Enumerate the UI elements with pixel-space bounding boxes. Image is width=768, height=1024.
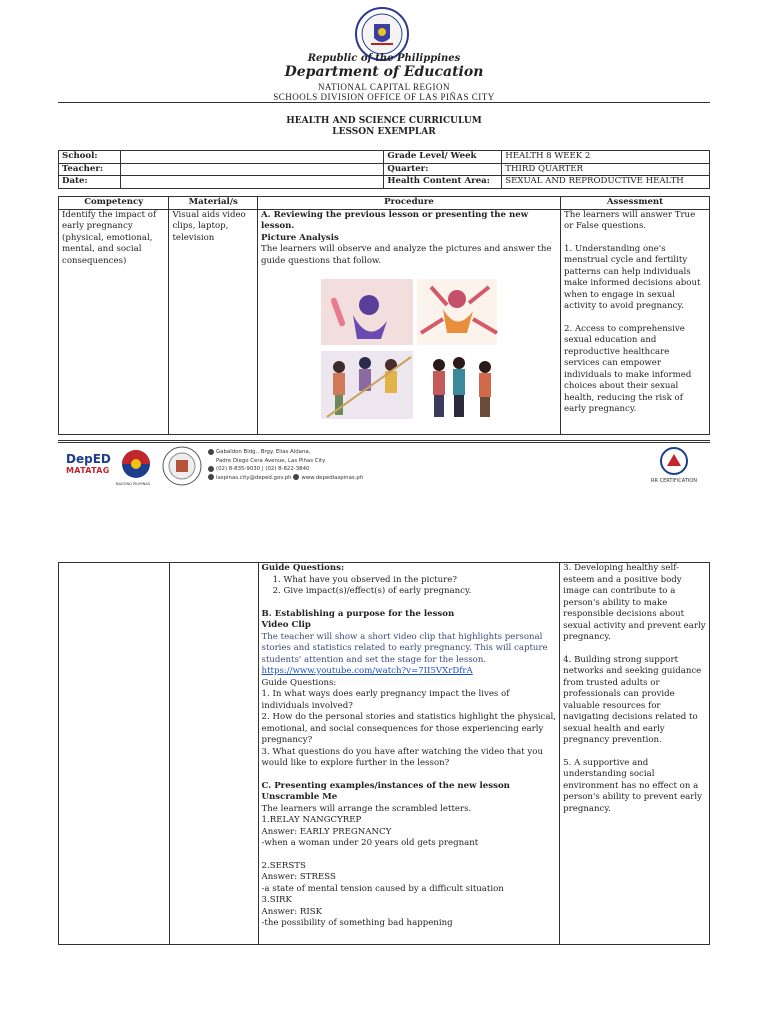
proc-c-sub: Unscramble Me xyxy=(261,792,338,802)
footer-web[interactable]: www.depedlaspinas.ph xyxy=(301,474,364,481)
sdo-seal-icon xyxy=(162,446,202,486)
deped-matatag-logo xyxy=(66,452,111,475)
header-materials: Material/s xyxy=(169,197,258,210)
guide-questions-title: Guide Questions: xyxy=(261,563,345,573)
region-text: NATIONAL CAPITAL REGION xyxy=(317,82,451,92)
teacher-label: Teacher: xyxy=(59,163,121,176)
school-value xyxy=(120,151,383,164)
email-icon xyxy=(208,474,214,480)
rr-certification xyxy=(650,446,698,484)
proc-b-question-1: 1. In what ways does early pregnancy impact the lives of individuals involved? xyxy=(261,689,510,711)
footer-rule-bottom xyxy=(58,442,710,443)
department-text: Department of Education xyxy=(284,64,484,80)
procedure-cell-continued xyxy=(258,563,560,945)
lesson-table xyxy=(58,196,710,435)
deped-logo-text: DepED xyxy=(66,452,111,466)
procedure-cell xyxy=(258,209,561,434)
division-text: SCHOOLS DIVISION OFFICE OF LAS PIÑAS CITY xyxy=(273,92,495,102)
materials-cell xyxy=(169,209,258,434)
bagong-pilipinas-logo-icon xyxy=(118,448,154,486)
republic-text: Republic of the Philippines xyxy=(307,53,461,64)
scramble-word-1: 1.RELAY NANGCYREP xyxy=(261,815,362,825)
assess-item-3: 3. Developing healthy self-esteem and a positive body image can contribute to a person's ability to make responsible decisions about sexual activity and prevent early pregnancy. xyxy=(563,563,706,642)
assessment-cell-continued xyxy=(560,563,710,945)
phone-icon xyxy=(208,466,214,472)
footer-email[interactable]: laspinas.city@deped.gov.ph xyxy=(216,474,292,481)
date-value xyxy=(120,176,383,189)
school-label: School: xyxy=(59,151,121,164)
curriculum-title: HEALTH AND SCIENCE CURRICULUM xyxy=(286,116,482,126)
quarter-value: THIRD QUARTER xyxy=(502,163,710,176)
teacher-value xyxy=(120,163,383,176)
lesson-table-continued xyxy=(58,562,710,945)
assess-item-1: 1. Understanding one's menstrual cycle and fertility patterns can help individuals make informed decisions about when to engage in sexual activity to avoid pregnancy. xyxy=(564,243,701,311)
location-icon xyxy=(208,449,214,455)
video-link[interactable]: https://www.youtube.com/watch?v=7II5VXrDfrA xyxy=(261,666,473,676)
scramble-word-2: 2.SERSTS xyxy=(261,860,306,871)
scramble-word-3: 3.SIRK xyxy=(261,895,292,905)
assess-item-5: 5. A supportive and understanding social environment has no effect on a person's ability to prevent early pregnancy. xyxy=(563,757,703,814)
footer-phone: (02) 8-835-9030 | (02) 8-822-3840 xyxy=(216,466,310,472)
globe-icon xyxy=(293,474,299,480)
page-footer xyxy=(58,440,710,496)
footer-address-1: Gabaldon Bldg., Brgy. Elias Aldana, xyxy=(216,449,311,455)
exemplar-title: LESSON EXEMPLAR xyxy=(332,127,436,137)
bagong-pilipinas-text: BAGONG PILIPINAS xyxy=(116,482,151,486)
assess-item-4: 4. Building strong support networks and seeking guidance from trusted adults or professionals can provide valuable resources for navigating decisions related to sexual health and early pregnancy prevention. xyxy=(563,654,702,745)
header-competency: Competency xyxy=(59,197,169,210)
proc-a-sub: Picture Analysis xyxy=(261,232,339,243)
info-table xyxy=(58,150,710,189)
proc-b-sub: Video Clip xyxy=(261,620,311,630)
proc-c-text: The learners will arrange the scrambled letters. xyxy=(261,803,472,814)
content-value: SEXUAL AND REPRODUCTIVE HEALTH xyxy=(502,176,710,189)
materials-cell-continued xyxy=(169,563,258,945)
quarter-label: Quarter: xyxy=(384,163,502,176)
scramble-def-1: -when a woman under 20 years old gets pregnant xyxy=(261,838,479,848)
scramble-answer-3: Answer: RISK xyxy=(261,906,323,917)
guide-questions-list xyxy=(262,575,557,598)
matatag-logo-text: MATATAG xyxy=(66,466,110,475)
proc-b-question-3: 3. What questions do you have after watching the video that you would like to explore further in the lesson? xyxy=(261,746,543,768)
competency-text: Identify the impact of early pregnancy (physical, emotional, mental, and social consequences) xyxy=(62,209,157,266)
competency-cell xyxy=(59,209,169,434)
picture-analysis-images xyxy=(261,275,557,425)
assess-intro: The learners will answer True or False questions. xyxy=(564,209,696,231)
materials-text: Visual aids video clips, laptop, television xyxy=(172,209,246,243)
rr-certification-icon xyxy=(659,446,689,476)
content-label: Health Content Area: xyxy=(384,176,502,189)
proc-b-title: B. Establishing a purpose for the lesson xyxy=(261,608,455,619)
scramble-def-3: -the possibility of something bad happening xyxy=(261,918,453,928)
proc-b-question-2: 2. How do the personal stories and statistics highlight the physical, emotional, and social consequences for those experiencing early pregnancy? xyxy=(261,712,556,745)
competency-cell-continued xyxy=(59,563,170,945)
grade-value: HEALTH 8 WEEK 2 xyxy=(502,151,710,164)
header-assessment: Assessment xyxy=(561,197,710,210)
scramble-def-2: -a state of mental tension caused by a difficult situation xyxy=(261,883,504,894)
proc-a-title: A. Reviewing the previous lesson or presenting the new lesson. xyxy=(261,209,529,231)
proc-a-text: The learners will observe and analyze the pictures and answer the guide questions that follow. xyxy=(261,244,552,266)
header-divider xyxy=(58,102,710,103)
date-label: Date: xyxy=(59,176,121,189)
footer-contact xyxy=(208,448,363,482)
assessment-cell xyxy=(561,209,710,434)
guide-question-2: 2. Give impact(s)/effect(s) of early pregnancy. xyxy=(284,586,557,598)
rr-certification-text: RR CERTIFICATION xyxy=(651,478,697,484)
header-procedure: Procedure xyxy=(258,197,561,210)
proc-b-guide-title: Guide Questions: xyxy=(261,677,337,688)
footer-rule-top xyxy=(58,440,710,441)
grade-label: Grade Level/ Week xyxy=(384,151,502,164)
assess-item-2: 2. Access to comprehensive sexual education and reproductive healthcare services can empower individuals to make informed choices about their sexual health, reducing the risk of early pregnancy. xyxy=(564,323,692,414)
guide-question-1: 1. What have you observed in the picture? xyxy=(284,575,557,587)
proc-c-title: C. Presenting examples/instances of the new lesson xyxy=(261,780,510,791)
scramble-answer-1: Answer: EARLY PREGNANCY xyxy=(261,826,392,837)
proc-b-text: The teacher will show a short video clip that highlights personal stories and statistics related to early pregnancy. This will capture students' attention and set the stage for the lesson. xyxy=(261,631,548,665)
footer-address-2: Padre Diego Cera Avenue, Las Piñas City xyxy=(216,457,326,464)
scramble-answer-2: Answer: STRESS xyxy=(261,872,336,882)
